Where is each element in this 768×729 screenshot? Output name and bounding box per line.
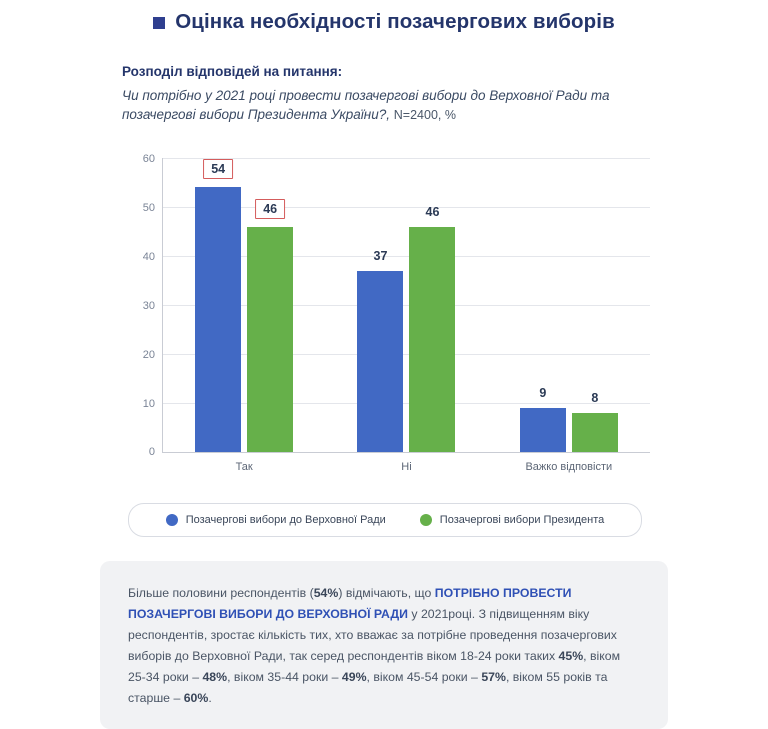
bar-groups — [163, 158, 650, 473]
note-b2: 45% — [558, 649, 584, 663]
note-b3: 48% — [202, 670, 228, 684]
note-t4: , віком 25-34 роки – — [128, 649, 621, 684]
bar-president-hard[interactable] — [572, 390, 618, 452]
question-body: Чи потрібно у 2021 році провести позачергові вибори до Верховної Ради та позачергові вибори Президента України?, — [122, 88, 610, 122]
y-axis-tick: 20 — [142, 349, 155, 361]
note-highlight: ПОТРІБНО ПРОВЕСТИ ПОЗАЧЕРГОВІ ВИБОРИ ДО ВЕРХОВНОЇ РАДИ — [128, 586, 572, 621]
legend-color-swatch-icon — [420, 514, 432, 526]
y-axis-tick: 30 — [142, 300, 155, 312]
legend-color-swatch-icon — [166, 514, 178, 526]
note-t3: у 2021році. З підвищенням віку респондентів, зростає кількість тих, хто вважає за потрібне проведення позачергових виборів до Верховної Ради, так серед респондентів віком 18-24 роки таких — [128, 607, 617, 663]
note-b4: 49% — [341, 670, 367, 684]
note-t6: , віком 45-54 роки – — [366, 670, 482, 684]
y-axis-tick: 0 — [148, 446, 155, 458]
bar-value-label: 46 — [255, 199, 285, 219]
note-t5: , віком 35-44 роки – — [227, 670, 342, 684]
y-axis-tick: 60 — [142, 153, 155, 165]
bar-president-ni[interactable] — [409, 204, 455, 452]
insight-note-text — [128, 583, 640, 709]
bar-value-label: 9 — [539, 385, 547, 400]
question-block — [122, 64, 667, 125]
question-text — [122, 86, 667, 125]
page-title-text: Оцінка необхідності позачергових виборів — [175, 10, 615, 33]
legend-label: Позачергові вибори Президента — [439, 514, 605, 526]
sample-size: N=2400, % — [393, 108, 456, 122]
bar-value-label: 37 — [373, 248, 388, 263]
bar-group — [488, 158, 650, 473]
y-axis-tick: 10 — [142, 397, 155, 410]
bar-rada-ni[interactable] — [357, 248, 403, 452]
bar-group — [325, 158, 487, 473]
x-axis-tick: Так — [235, 461, 253, 473]
note-b5: 57% — [481, 670, 506, 684]
x-axis-tick: Ні — [401, 461, 412, 473]
page-title — [0, 0, 768, 34]
note-b1: 54% — [313, 586, 339, 600]
bar-value-label: 46 — [425, 204, 440, 219]
y-axis-tick: 50 — [142, 202, 155, 214]
bar-chart — [120, 148, 650, 478]
bar-group — [163, 158, 325, 473]
y-axis-tick: 40 — [142, 250, 155, 263]
bar-president-tak[interactable] — [247, 201, 293, 452]
chart-plot-area — [142, 153, 650, 473]
square-bullet-icon — [153, 17, 165, 29]
question-heading: Розподіл відповідей на питання: — [122, 64, 343, 79]
bar-value-label: 8 — [591, 390, 599, 405]
note-t7: , віком 55 років та старше – — [128, 670, 608, 705]
legend-item-president[interactable] — [420, 514, 604, 526]
bar-rada-tak[interactable] — [195, 162, 241, 452]
note-t1: Більше половини респондентів ( — [128, 586, 314, 600]
legend-label: Позачергові вибори до Верховної Ради — [185, 514, 386, 526]
legend-item-rada[interactable] — [166, 514, 386, 526]
note-b6: 60% — [183, 691, 209, 705]
x-axis-tick: Важко відповісти — [525, 461, 613, 473]
bar-rada-hard[interactable] — [520, 385, 566, 452]
insight-note — [100, 561, 668, 729]
bar-value-label: 54 — [203, 159, 233, 179]
note-t8: . — [208, 691, 212, 705]
chart-legend — [128, 503, 642, 537]
note-t2: ) відмічають, що — [338, 586, 435, 600]
